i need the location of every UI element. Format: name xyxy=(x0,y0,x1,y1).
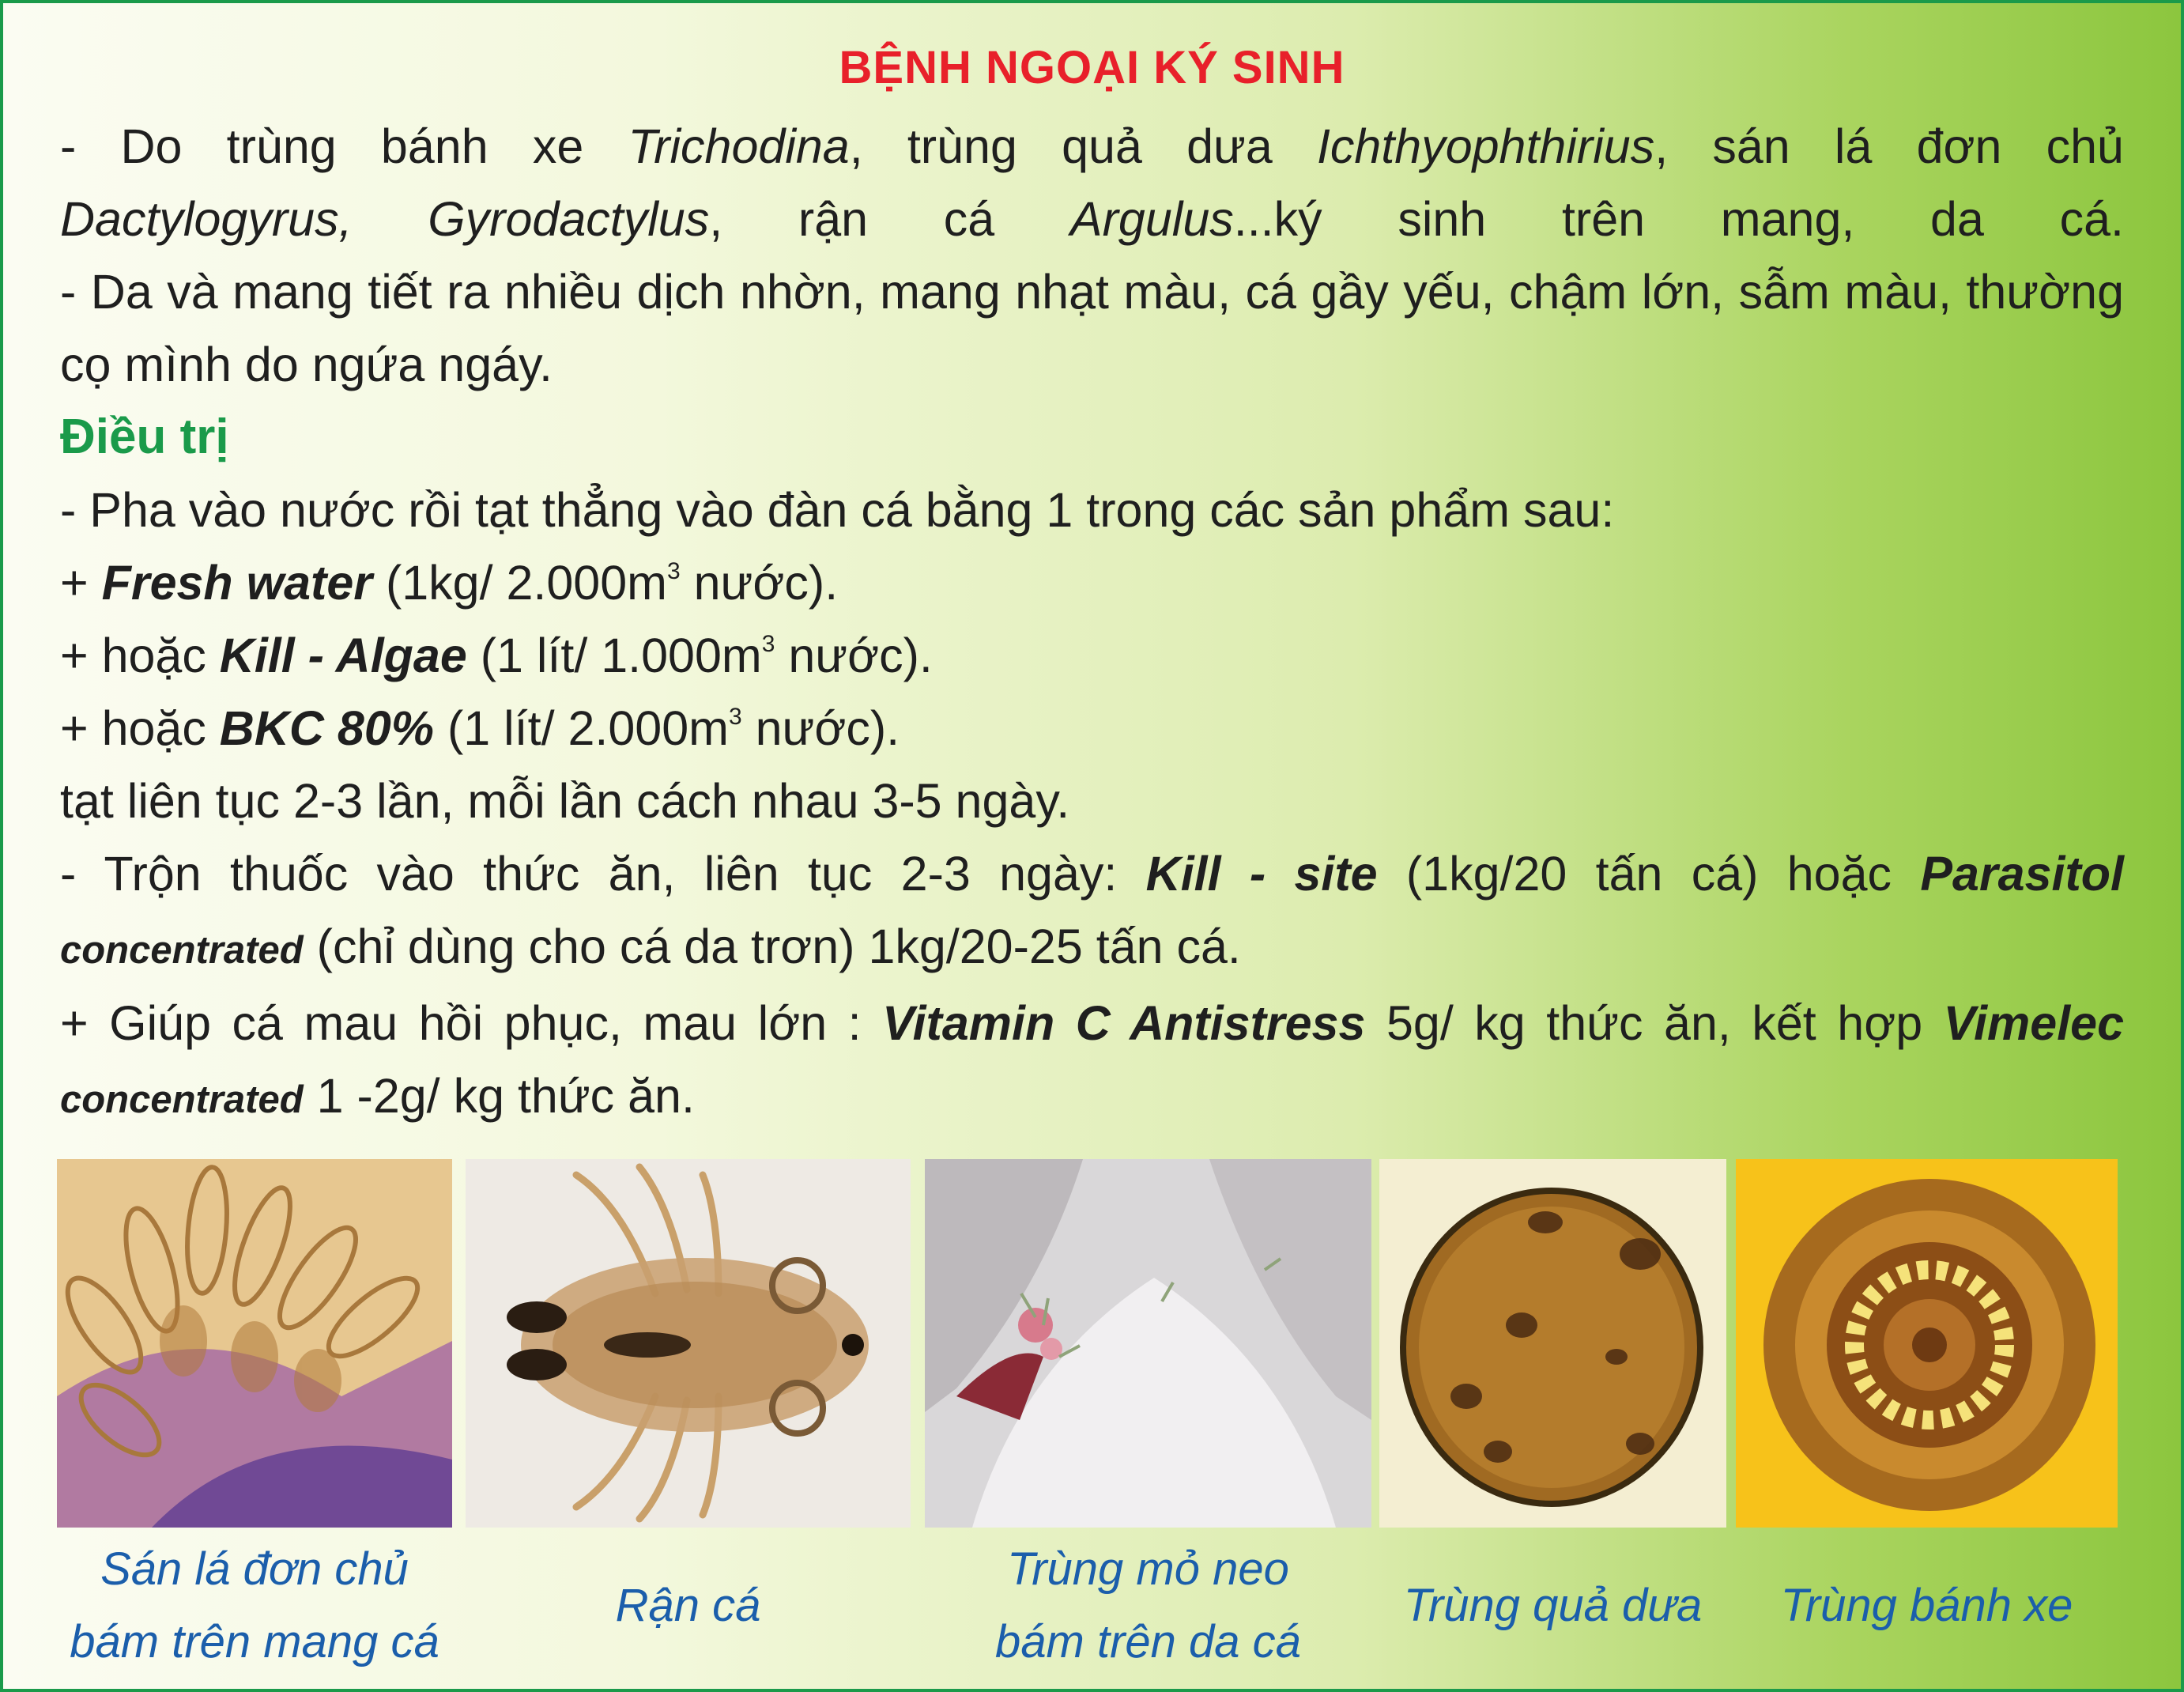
dose: (1 lít/ 2.000m xyxy=(434,701,729,755)
ich-photo xyxy=(1379,1159,1726,1528)
text: , sán lá đơn chủ xyxy=(1654,119,2124,173)
exponent: 3 xyxy=(728,704,742,730)
page-title: BỆNH NGOẠI KÝ SINH xyxy=(839,42,1345,93)
text: nước). xyxy=(741,701,900,755)
caption-line: bám trên da cá xyxy=(995,1616,1301,1667)
exponent: 3 xyxy=(666,558,681,584)
text: (1kg/20 tấn cá) hoặc xyxy=(1377,847,1921,901)
text: - Do trùng bánh xe xyxy=(60,119,628,173)
product-name: Parasitol xyxy=(1920,847,2124,901)
caption-fish-louse: Rận cá xyxy=(615,1580,761,1631)
recover-paragraph-cont xyxy=(60,1059,2124,1136)
text: (chỉ dùng cho cá da trơn) 1kg/20-25 tấn cá. xyxy=(303,920,1241,973)
mix-paragraph-cont xyxy=(60,910,2124,987)
product-name: Kill - Algae xyxy=(219,629,467,682)
fish-louse-photo xyxy=(466,1159,911,1528)
product-name: Vimelec xyxy=(1943,996,2125,1050)
text: , trùng quả dưa xyxy=(849,119,1317,173)
species-name: Trichodina xyxy=(628,119,850,173)
anchor-worm-photo xyxy=(925,1159,1371,1528)
product-line xyxy=(60,619,2124,692)
mix-paragraph xyxy=(60,837,2124,910)
dose: (1kg/ 2.000m xyxy=(372,556,667,610)
product-line xyxy=(60,692,2124,765)
caption-trichodina: Trùng bánh xe xyxy=(1780,1580,2073,1631)
species-name: Dactylogyrus, Gyrodactylus xyxy=(60,192,710,246)
gill-fluke-photo xyxy=(57,1159,452,1528)
recover-paragraph xyxy=(60,987,2124,1059)
product-name: Vitamin C Antistress xyxy=(882,996,1366,1050)
text: nước). xyxy=(775,629,933,682)
species-name: Ichthyophthirius xyxy=(1316,119,1655,173)
product-name: Kill - site xyxy=(1145,847,1378,901)
species-name: Argulus xyxy=(1069,192,1234,246)
product-name: BKC 80% xyxy=(219,701,434,755)
text: nước). xyxy=(680,556,839,610)
product-name: concentrated xyxy=(60,929,304,972)
text: 5g/ kg thức ăn, kết hợp xyxy=(1365,996,1944,1050)
dose: (1 lít/ 1.000m xyxy=(466,629,762,682)
treatment-instruction: - Pha vào nước rồi tạt thẳng vào đàn cá bằng 1 trong các sản phẩm sau: xyxy=(60,483,1615,537)
text: + hoặc xyxy=(60,629,220,682)
product-line xyxy=(60,546,2124,619)
caption-line: bám trên mang cá xyxy=(70,1616,439,1667)
caption-gill-fluke xyxy=(57,1533,452,1679)
repeat-line: tạt liên tục 2-3 lần, mỗi lần cách nhau 3-5 ngày. xyxy=(60,774,1070,828)
text: + Giúp cá mau hồi phục, mau lớn : xyxy=(60,996,883,1050)
text: ...ký sinh trên mang, da cá. xyxy=(1233,192,2124,246)
exponent: 3 xyxy=(761,631,775,657)
text: + hoặc xyxy=(60,701,220,755)
text: + xyxy=(60,556,102,610)
treatment-heading: Điều trị xyxy=(60,410,229,464)
text: , rận cá xyxy=(709,192,1070,246)
cause-paragraph xyxy=(60,110,2124,255)
caption-line: Trùng mỏ neo xyxy=(1007,1543,1289,1595)
caption-ich: Trùng quả dưa xyxy=(1403,1580,1703,1631)
trichodina-photo xyxy=(1736,1159,2118,1528)
product-name: concentrated xyxy=(60,1078,304,1121)
symptom-paragraph: - Da và mang tiết ra nhiều dịch nhờn, mang nhạt màu, cá gầy yếu, chậm lớn, sẫm màu, thường cọ mình do ngứa ngáy. xyxy=(60,265,2124,391)
caption-line: Sán lá đơn chủ xyxy=(100,1543,409,1595)
caption-anchor-worm xyxy=(925,1533,1371,1679)
text: 1 -2g/ kg thức ăn. xyxy=(303,1069,695,1123)
text: - Trộn thuốc vào thức ăn, liên tục 2-3 ngày: xyxy=(60,847,1146,901)
product-name: Fresh water xyxy=(101,556,372,610)
body-text xyxy=(60,110,2124,1136)
